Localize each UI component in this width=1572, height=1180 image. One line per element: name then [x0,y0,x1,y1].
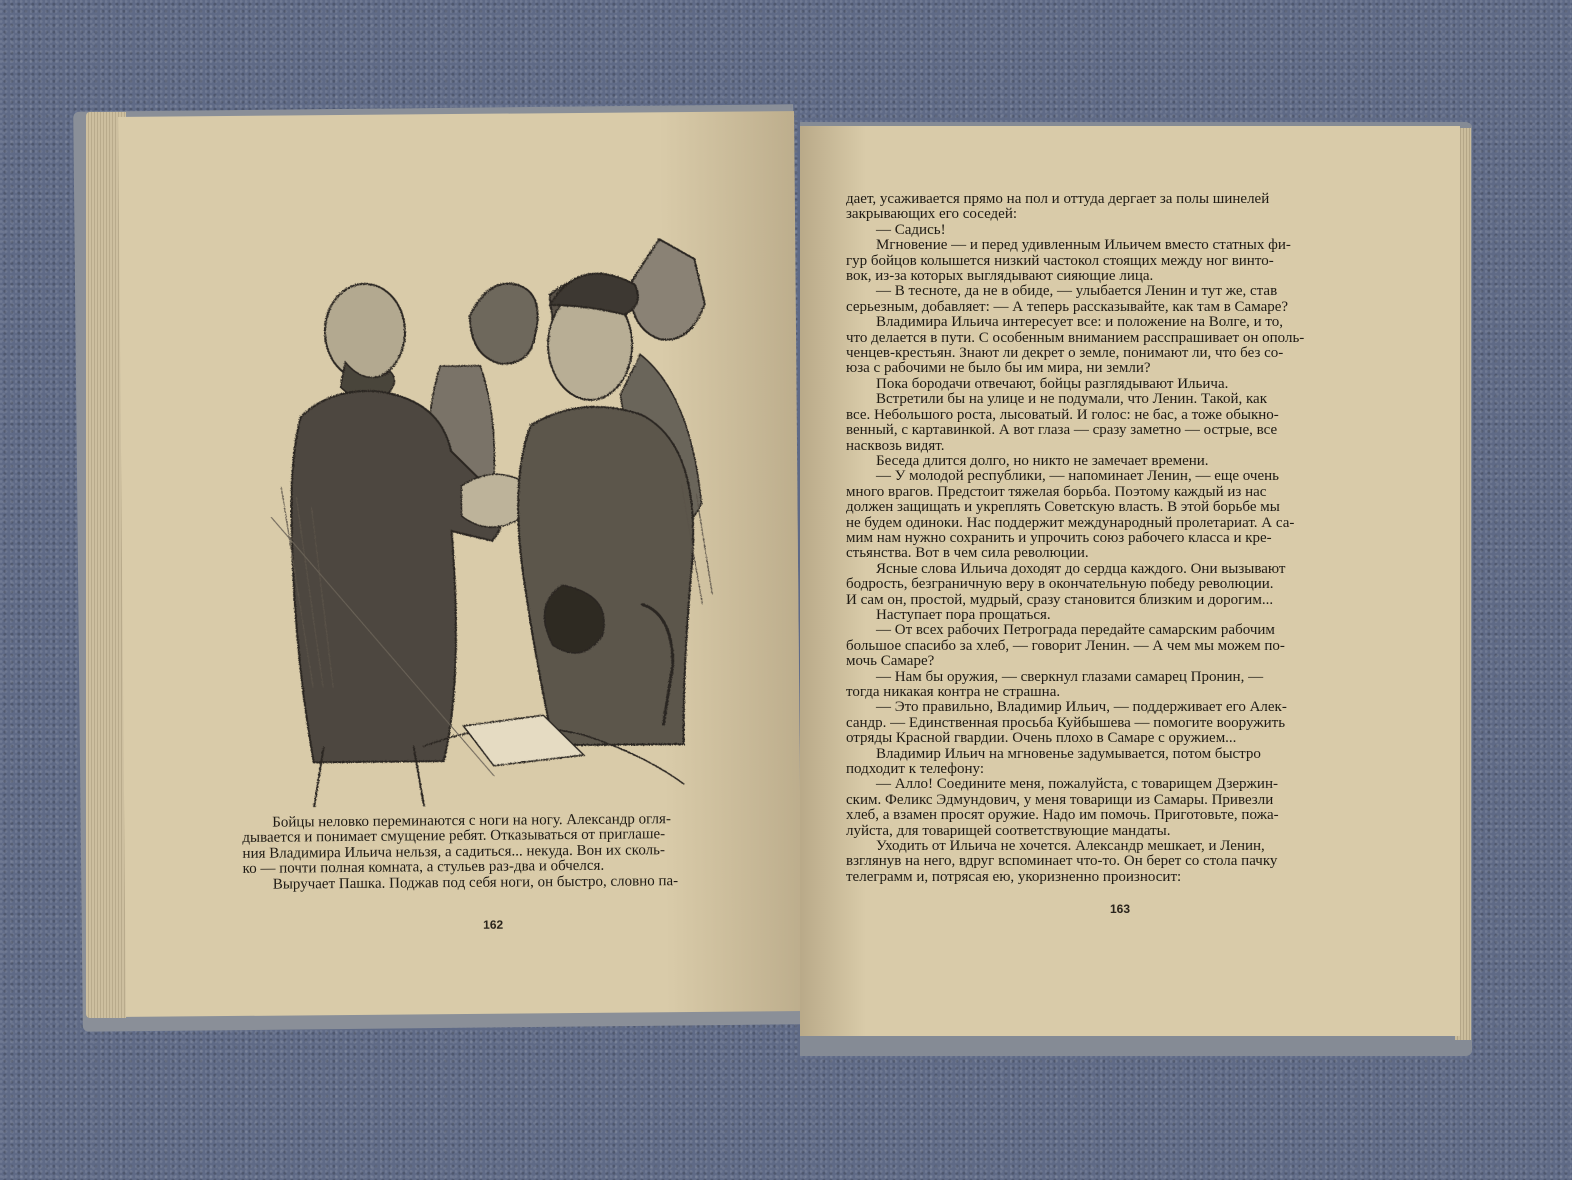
text-line: все. Небольшого роста, лысоватый. И голос: не бас, а тоже обыкно- [846,406,1279,423]
text-line: много врагов. Предстоит тяжелая борьба. Поэтому каждый из нас [846,483,1267,500]
text-line: — Нам бы оружия, — сверкнул глазами самарец Пронин, — [876,668,1264,685]
text-line: Владимира Ильича интересует все: и положение на Волге, и то, [876,314,1284,331]
text-line: дывается и понимает смущение ребят. Отказываться от приглаше- [242,826,666,847]
text-line: Встретили бы на улице и не подумали, что Ленин. Такой, как [876,391,1267,408]
text-line: ко — почти полная комната, а стульев раз-два и обчелся. [242,857,605,878]
text-line: хлеб, а взамен просят оружие. Надо им помочь. Приготовьте, пожа- [846,807,1279,824]
text-line: Наступает пора прощаться. [876,606,1051,623]
text-line: Бойцы неловко переминаются с ноги на ногу. Александр огля- [272,811,671,831]
text-line: Беседа длится долго, но никто не замечает времени. [876,452,1209,469]
right-page-text [846,192,1384,885]
text-line: должен защищать и укреплять Советскую власть. В этой борьбе мы [846,499,1280,516]
text-line: серьезным, добавляет: — А теперь рассказывайте, как там в Самаре? [846,298,1289,315]
text-line: мочь Самаре? [846,653,935,670]
left-page [118,111,802,1017]
text-line: — От всех рабочих Петрограда передайте самарским рабочим [876,622,1275,639]
text-line: Выручает Пашка. Поджав под себя ноги, он быстро, словно па- [272,872,679,893]
text-line: подходит к телефону: [846,761,984,778]
text-line: Мгновение — и перед удивленным Ильичем вместо статных фи- [876,237,1291,254]
text-line: закрывающих его соседей: [846,206,1018,223]
right-page [800,126,1460,1036]
text-line: — Садись! [876,221,946,238]
illustration-sketch [259,184,734,808]
text-line: Уходить от Ильича не хочется. Александр мешкает, и Ленин, [876,838,1265,855]
text-line: большое спасибо за хлеб, — говорит Ленин. — А чем мы можем по- [846,637,1285,654]
text-line: ченцев-крестьян. Знают ли декрет о земле, понимают ли, что без со- [846,345,1284,362]
text-line: ским. Феликс Эдмундович, у меня товарищи из Самары. Привезли [846,791,1274,808]
text-line: Пока бородачи отвечают, бойцы разглядывают Ильича. [876,375,1229,392]
text-line: ния Владимира Ильича нельзя, а садиться... некуда. Вон их сколь- [242,842,665,862]
text-line: телеграмм и, потрясая ею, укоризненно произносит: [846,868,1182,885]
text-line: мим нам нужно сохранить и упрочить союз рабочего класса и кре- [846,529,1272,546]
text-line: Владимир Ильич на мгновенье задумывается, потом быстро [876,745,1261,762]
text-line: дает, усаживается прямо на пол и оттуда дергает за полы шинелей [846,191,1270,207]
text-line: — Алло! Соедините меня, пожалуйста, с товарищем Дзержин- [876,776,1278,793]
text-line: — Это правильно, Владимир Ильич, — поддерживает его Алек- [876,699,1287,716]
page-number: 162 [483,917,504,932]
text-line: юза с рабочими не было бы им мира, ни земли? [846,360,1151,377]
text-line: — У молодой республики, — напоминает Ленин, — еще очень [876,468,1279,485]
text-line: стьянства. Вот в чем сила революции. [846,545,1089,562]
text-line: Ясные слова Ильича доходят до сердца каждого. Они вызывают [876,560,1286,577]
text-line: вок, из-за которых выглядывают сияющие лица. [846,268,1154,285]
text-line: — В тесноте, да не в обиде, — улыбается Ленин и тут же, став [876,283,1278,300]
text-line: бодрость, безграничную веру в окончательную победу революции. [846,576,1274,593]
text-line: И сам он, простой, мудрый, сразу становится близким и дорогим... [846,591,1274,608]
left-page-text [242,811,758,893]
text-line: луйста, для товарищей соответствующие мандаты. [846,822,1171,839]
text-line: отряды Красной гвардии. Очень плохо в Самаре с оружием... [846,730,1237,747]
page-number: 163 [1110,902,1131,916]
text-line: гур бойцов колышется низкий частокол стоящих между ног винто- [846,252,1274,269]
text-line: тогда никакая контра не страшна. [846,684,1061,700]
text-line: венный, с картавинкой. А вот глаза — сразу заметно — острые, все [846,422,1278,439]
text-line: взглянув на него, вдруг вспоминает что-то. Он берет со стола пачку [846,853,1278,870]
text-line: насквозь видят. [846,437,945,454]
text-line: что делается в пути. С особенным вниманием расспрашивает он ополь- [846,329,1305,346]
text-line: сандр. — Единственная просьба Куйбышева — помогите вооружить [846,714,1286,731]
text-line: не будем одиноки. Нас поддержит международный пролетариат. А са- [846,514,1295,531]
